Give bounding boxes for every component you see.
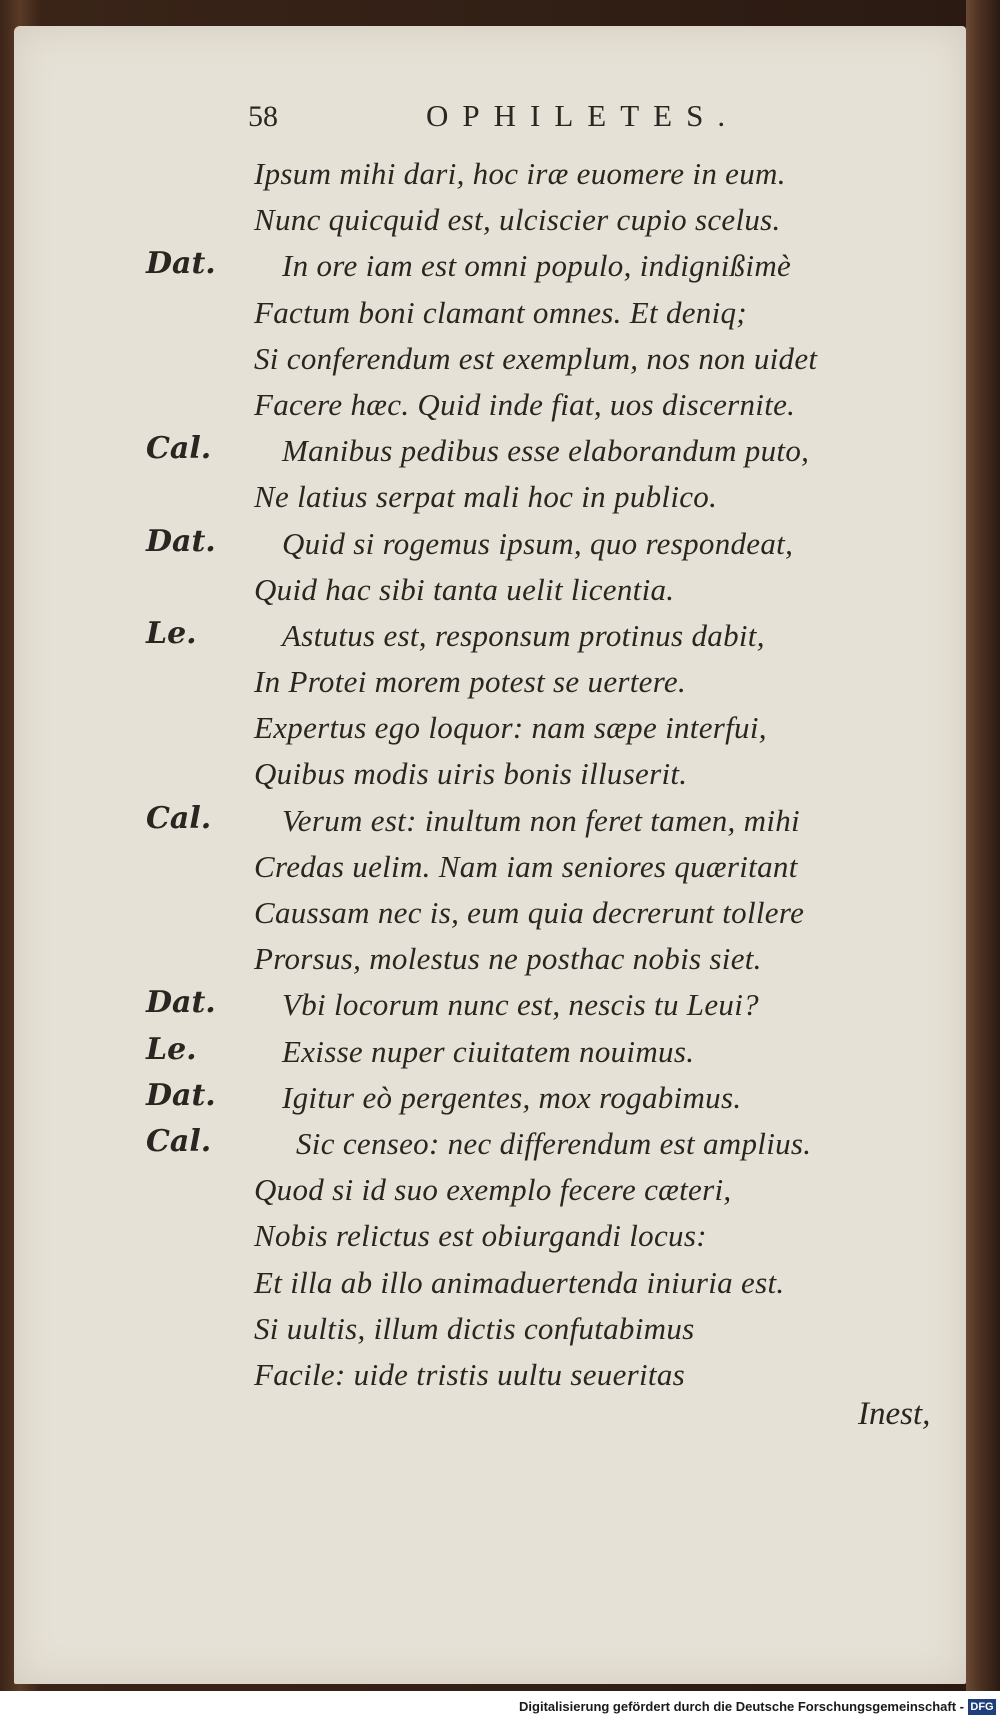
verse-text: Expertus ego loquor: nam sæpe interfui, xyxy=(254,710,767,746)
verse-line xyxy=(0,520,966,566)
verse-line xyxy=(0,1212,966,1258)
verse-line xyxy=(0,1351,966,1397)
verse-line xyxy=(0,1028,966,1074)
verse-text: Quid hac sibi tanta uelit licentia. xyxy=(254,571,675,607)
speaker-label: Le. xyxy=(146,1031,197,1067)
verse-text: Manibus pedibus esse elaborandum puto, xyxy=(282,433,810,469)
verse-text: Quibus modis uiris bonis illuserit. xyxy=(254,756,688,792)
verse-text: Si uultis, illum dictis confutabimus xyxy=(254,1310,695,1346)
verse-text: Ipsum mihi dari, hoc iræ euomere in eum. xyxy=(254,156,786,191)
verse-line xyxy=(0,1305,966,1351)
page-number: 58 xyxy=(248,100,278,133)
speaker-label: Cal. xyxy=(146,1123,212,1159)
verse-line xyxy=(0,935,966,981)
verse-line xyxy=(0,750,966,796)
speaker-label: Cal. xyxy=(146,431,212,467)
verse-line xyxy=(0,658,966,704)
verse-line xyxy=(0,289,966,335)
book-edge xyxy=(966,0,1000,1721)
verse-line xyxy=(0,612,966,658)
verse-line xyxy=(0,335,966,381)
verse-text: Quid si rogemus ipsum, quo respondeat, xyxy=(282,525,794,561)
verse-text: Sic censeo: nec differendum est amplius. xyxy=(296,1125,812,1161)
verse-line xyxy=(0,981,966,1027)
speaker-label: Dat. xyxy=(146,985,216,1021)
verse-line xyxy=(0,704,966,750)
speaker-label: Dat. xyxy=(146,246,216,282)
running-title: OPHILETES. xyxy=(426,98,740,133)
speaker-label: Le. xyxy=(146,615,197,651)
catchword: Inest, xyxy=(858,1396,931,1432)
dfg-logo: DFG xyxy=(968,1699,996,1715)
verse-text: Verum est: inultum non feret tamen, mihi xyxy=(282,802,800,838)
verse-text: Facere hæc. Quid inde fiat, uos discernite. xyxy=(254,386,796,422)
verse-line xyxy=(0,473,966,519)
digitization-footer xyxy=(0,1691,1000,1721)
verse-text: Ne latius serpat mali hoc in publico. xyxy=(254,479,718,515)
verse-text: Et illa ab illo animaduertenda iniuria est. xyxy=(254,1264,785,1300)
verse-line xyxy=(0,566,966,612)
verse-text: Vbi locorum nunc est, nescis tu Leui? xyxy=(282,987,759,1023)
verse-text: Factum boni clamant omnes. Et deniq; xyxy=(254,294,747,330)
verse-line xyxy=(0,843,966,889)
verse-line xyxy=(0,150,966,196)
verse-text: Facile: uide tristis uultu seueritas xyxy=(254,1356,685,1392)
verse-line xyxy=(0,196,966,242)
verse-text: Caussam nec is, eum quia decrerunt tollere xyxy=(254,895,805,930)
verse-line xyxy=(0,381,966,427)
speaker-label: Dat. xyxy=(146,1077,216,1113)
verse-line xyxy=(0,1166,966,1212)
verse-text: In ore iam est omni populo, indignißimè xyxy=(282,248,792,284)
speaker-label: Dat. xyxy=(146,523,216,559)
verse-line xyxy=(0,1259,966,1305)
verse-line xyxy=(0,797,966,843)
footer-credit: Digitalisierung gefördert durch die Deutsche Forschungsgemeinschaft - xyxy=(519,1699,964,1714)
running-head xyxy=(248,96,808,140)
verse-line xyxy=(0,1120,966,1166)
verse-line xyxy=(0,889,966,935)
verse-text: Exisse nuper ciuitatem nouimus. xyxy=(282,1033,695,1069)
verse-text: Nobis relictus est obiurgandi locus: xyxy=(254,1218,707,1254)
verse-text: Prorsus, molestus ne posthac nobis siet. xyxy=(254,941,762,977)
verse-text-block xyxy=(0,150,966,1397)
verse-text: Astutus est, responsum protinus dabit, xyxy=(282,617,765,653)
verse-text: Igitur eò pergentes, mox rogabimus. xyxy=(282,1079,742,1115)
verse-text: In Protei morem potest se uertere. xyxy=(254,664,687,700)
verse-text: Nunc quicquid est, ulciscier cupio scelus. xyxy=(254,202,781,238)
verse-text: Credas uelim. Nam iam seniores quæritant xyxy=(254,848,798,884)
verse-line xyxy=(0,242,966,288)
verse-line xyxy=(0,427,966,473)
speaker-label: Cal. xyxy=(146,800,212,836)
verse-text: Quod si id suo exemplo fecere cæteri, xyxy=(254,1172,732,1208)
verse-text: Si conferendum est exemplum, nos non uidet xyxy=(254,340,818,376)
verse-line xyxy=(0,1074,966,1120)
